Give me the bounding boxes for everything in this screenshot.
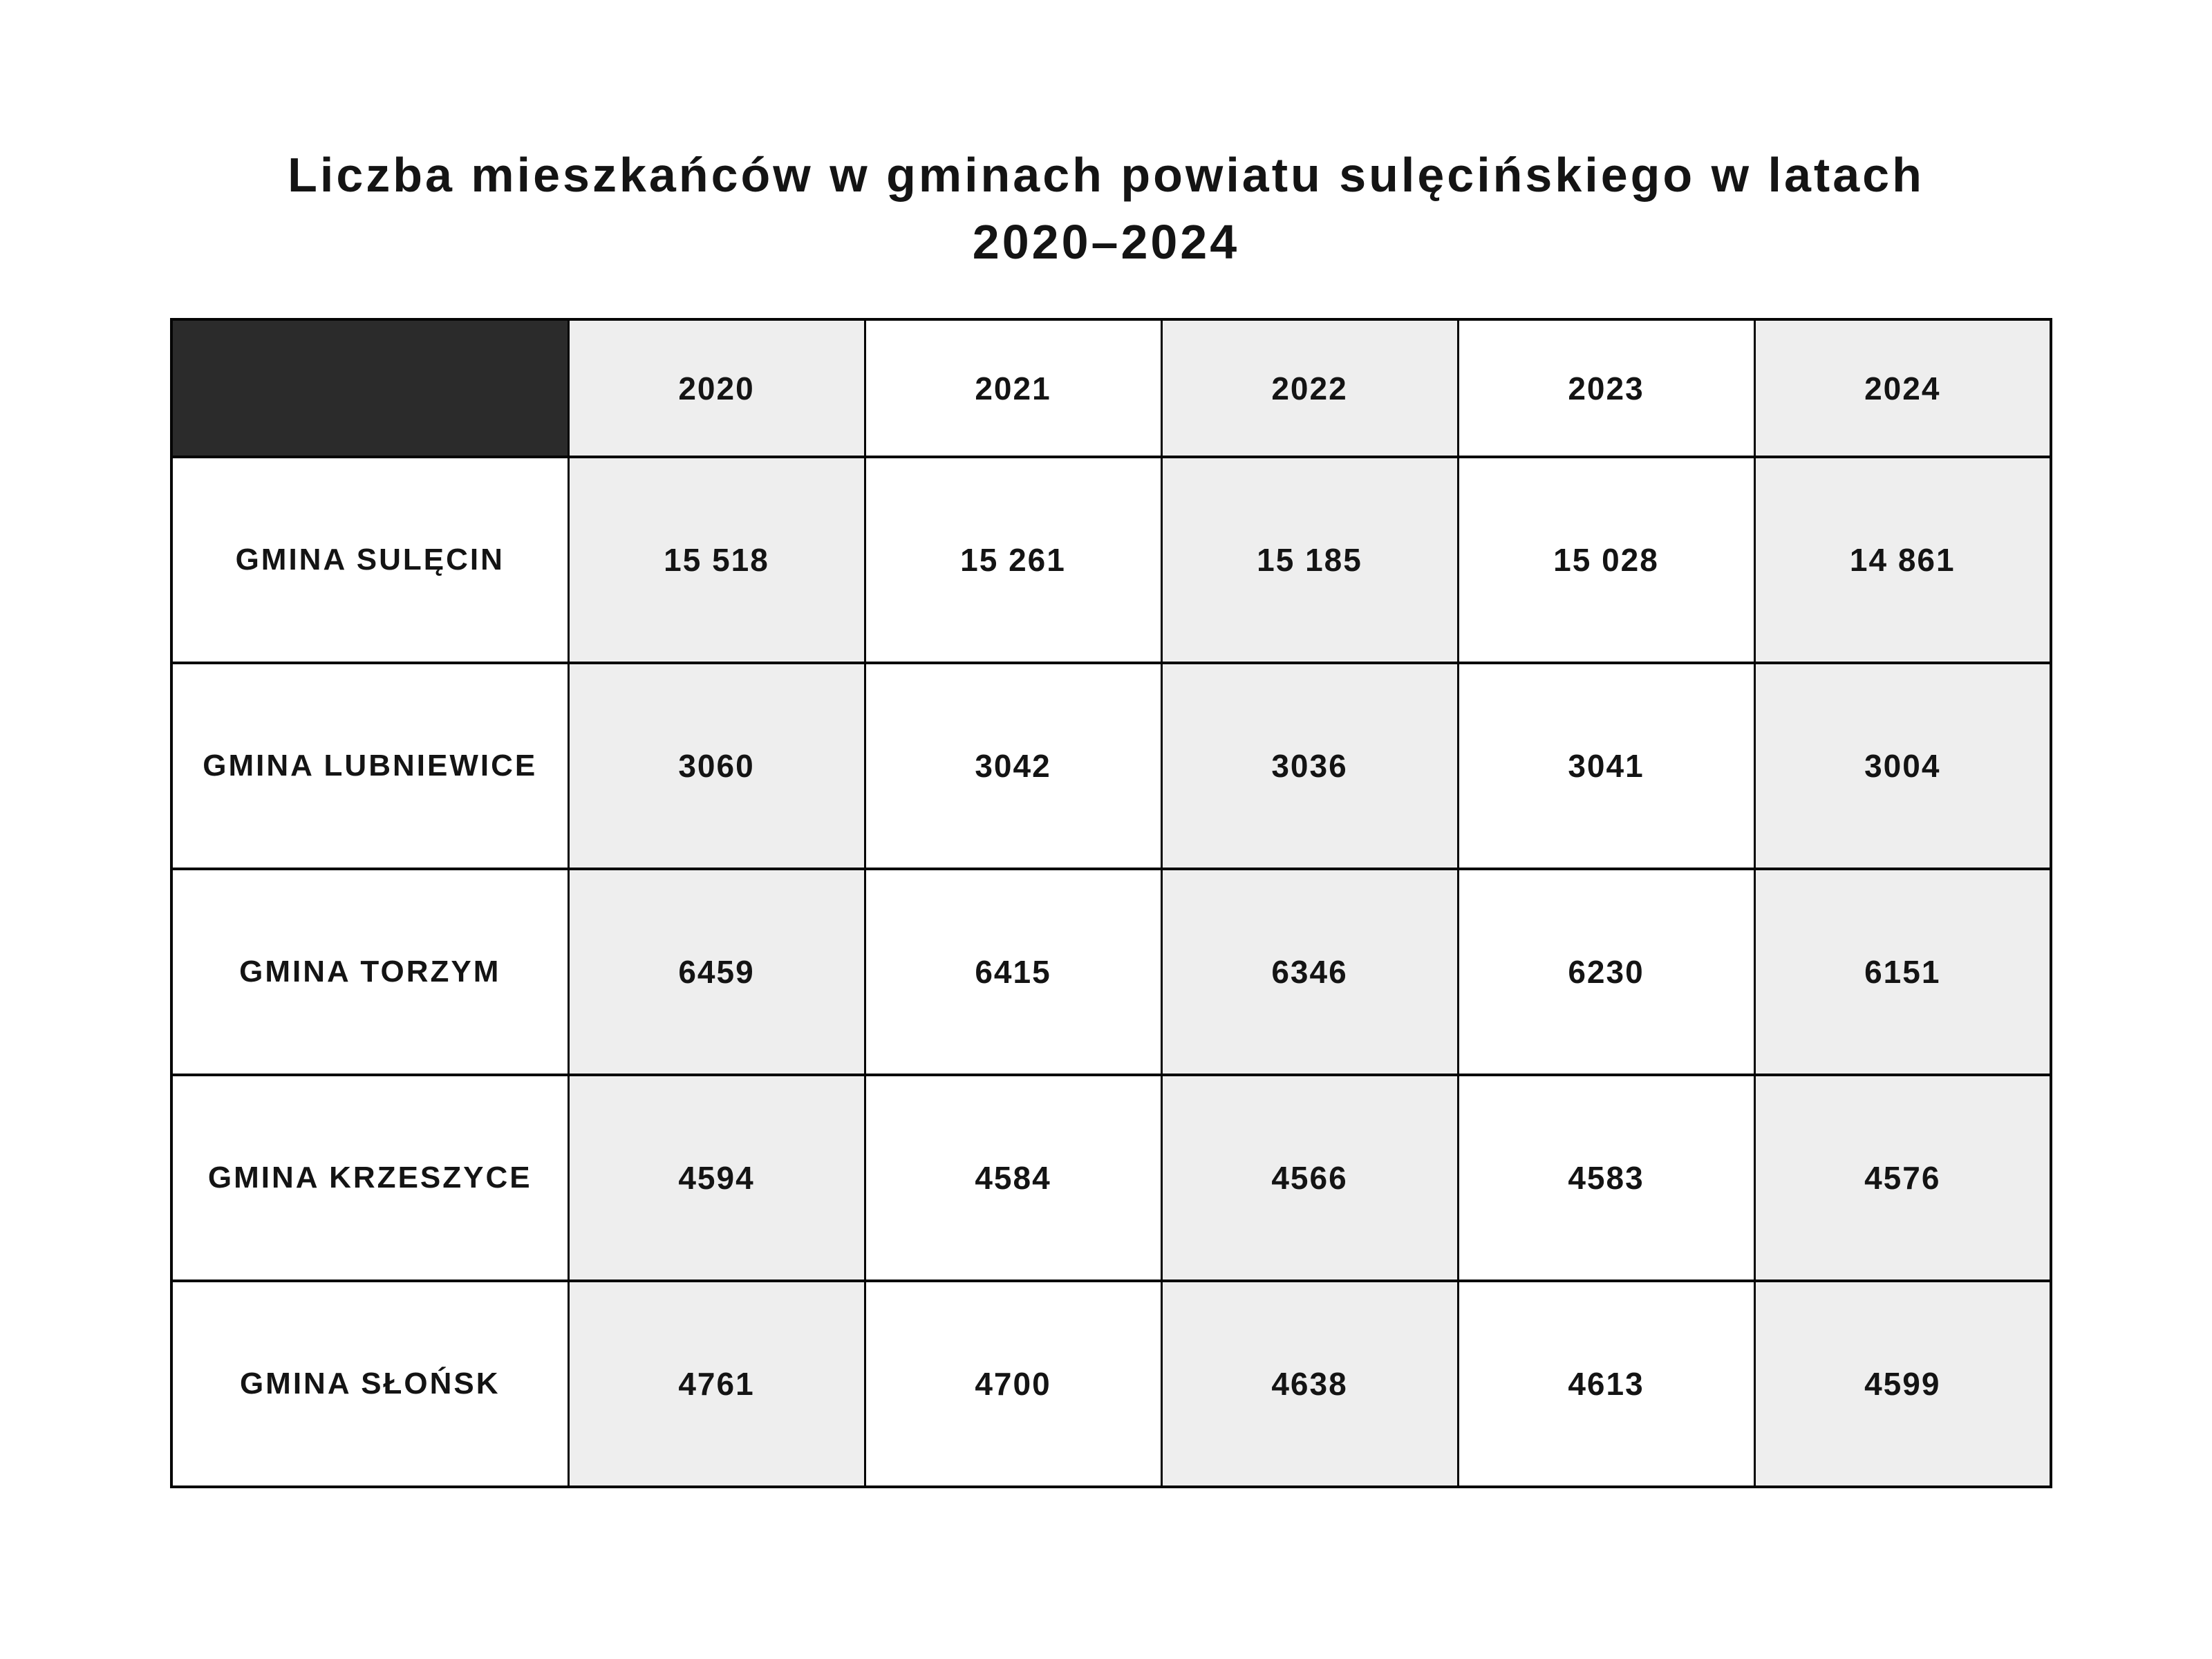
year-header-2020: 2020 bbox=[568, 319, 865, 457]
table-cell: 4566 bbox=[1161, 1075, 1458, 1281]
table-cell: 14 861 bbox=[1754, 457, 2051, 663]
table-row-krzeszyce bbox=[171, 1075, 2051, 1281]
table-cell: 6459 bbox=[568, 869, 865, 1075]
row-label-lubniewice: GMINA LUBNIEWICE bbox=[171, 663, 568, 869]
year-header-2024: 2024 bbox=[1754, 319, 2051, 457]
table-cell: 4638 bbox=[1161, 1281, 1458, 1487]
table-cell: 4584 bbox=[865, 1075, 1161, 1281]
table-cell: 3004 bbox=[1754, 663, 2051, 869]
table-cell: 6415 bbox=[865, 869, 1161, 1075]
table-cell: 4700 bbox=[865, 1281, 1161, 1487]
table-cell: 4594 bbox=[568, 1075, 865, 1281]
table-cell: 15 261 bbox=[865, 457, 1161, 663]
row-label-sulecin: GMINA SULĘCIN bbox=[171, 457, 568, 663]
table-cell: 3060 bbox=[568, 663, 865, 869]
year-header-2021: 2021 bbox=[865, 319, 1161, 457]
table-cell: 4599 bbox=[1754, 1281, 2051, 1487]
table-cell: 15 028 bbox=[1458, 457, 1754, 663]
row-label-krzeszyce: GMINA KRZESZYCE bbox=[171, 1075, 568, 1281]
table-cell: 3042 bbox=[865, 663, 1161, 869]
table-row-lubniewice bbox=[171, 663, 2051, 869]
table-cell: 6151 bbox=[1754, 869, 2051, 1075]
corner-cell bbox=[171, 319, 568, 457]
table-cell: 6230 bbox=[1458, 869, 1754, 1075]
table-row-torzym bbox=[171, 869, 2051, 1075]
table-cell: 4761 bbox=[568, 1281, 865, 1487]
row-label-slonsk: GMINA SŁOŃSK bbox=[171, 1281, 568, 1487]
table-row-slonsk bbox=[171, 1281, 2051, 1487]
table-cell: 6346 bbox=[1161, 869, 1458, 1075]
table-row-sulecin bbox=[171, 457, 2051, 663]
row-label-torzym: GMINA TORZYM bbox=[171, 869, 568, 1075]
table-cell: 4583 bbox=[1458, 1075, 1754, 1281]
table-cell: 3041 bbox=[1458, 663, 1754, 869]
table-cell: 4613 bbox=[1458, 1281, 1754, 1487]
table-cell: 4576 bbox=[1754, 1075, 2051, 1281]
page-title bbox=[0, 142, 2212, 275]
page-title-line1: Liczba mieszkańców w gminach powiatu sulęcińskiego w latach bbox=[288, 148, 1924, 202]
year-header-2023: 2023 bbox=[1458, 319, 1754, 457]
page-title-line2: 2020–2024 bbox=[972, 214, 1240, 269]
table-cell: 15 518 bbox=[568, 457, 865, 663]
header-row bbox=[171, 319, 2051, 457]
table-cell: 15 185 bbox=[1161, 457, 1458, 663]
year-header-2022: 2022 bbox=[1161, 319, 1458, 457]
population-table bbox=[170, 318, 2052, 1488]
table-cell: 3036 bbox=[1161, 663, 1458, 869]
